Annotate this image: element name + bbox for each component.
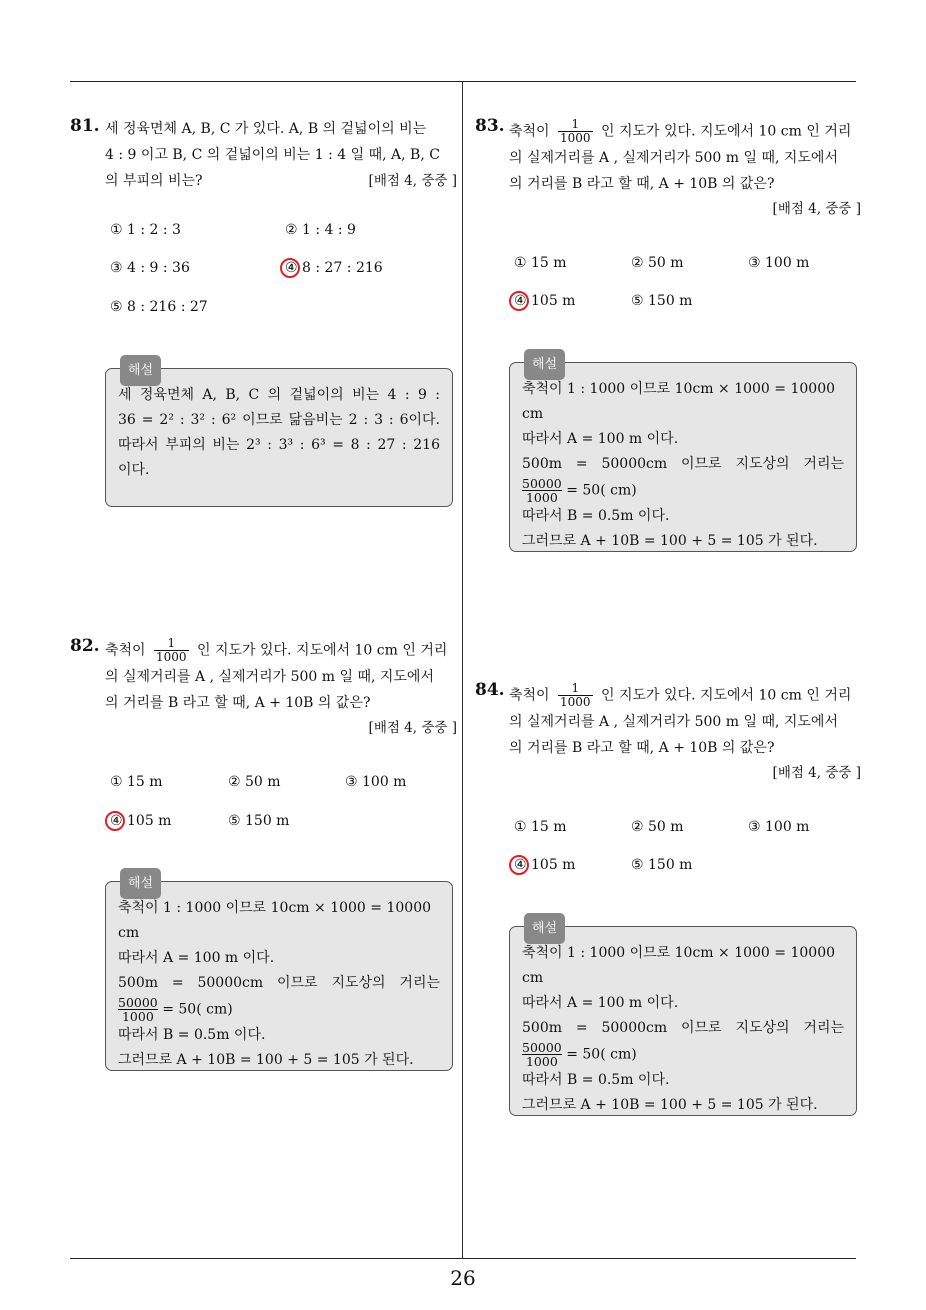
problem-stem — [509, 118, 861, 221]
frac-num: 1 — [571, 681, 580, 695]
answer-mark-circle — [509, 855, 529, 875]
frac-num: 50000 — [522, 1040, 562, 1055]
choice-1[interactable]: ① 15 m — [514, 255, 567, 271]
solution-line: 축척이 1 : 1000 이므로 10cm × 1000 = 10000 cm — [118, 900, 432, 941]
solution-line: 그러므로 A + 10B = 100 + 5 = 105 가 된다. — [522, 1097, 818, 1113]
problem-stem — [105, 116, 457, 194]
problem-stem — [105, 637, 457, 740]
fraction — [558, 682, 593, 709]
choice-3[interactable]: ③ 100 m — [748, 819, 810, 835]
fraction — [522, 477, 562, 504]
stem-text: 인 지도가 있다. 지도에서 10 cm 인 거리 — [197, 642, 448, 659]
page-number: 26 — [450, 1266, 476, 1290]
solution-line: 세 정육면체 A, B, C 의 겉넓이의 비는 4 : 9 : — [118, 387, 440, 403]
stem-text: 인 지도가 있다. 지도에서 10 cm 인 거리 — [601, 123, 852, 140]
solution-text: = 50( cm) — [566, 1046, 637, 1063]
solution-tag: 해설 — [524, 349, 565, 380]
choice-4[interactable] — [285, 260, 383, 276]
stem-text: 축척이 — [509, 687, 550, 704]
fraction — [154, 637, 189, 664]
answer-mark-circle — [280, 258, 300, 278]
choice-label: ④ 105 m — [514, 293, 576, 309]
solution-line: 따라서 A = 100 m 이다. — [522, 995, 679, 1011]
fraction — [522, 1041, 562, 1068]
choice-1[interactable]: ① 1 : 2 : 3 — [110, 222, 181, 238]
column-divider — [462, 81, 463, 1259]
solution-box — [509, 357, 857, 552]
problem-number: 81. — [70, 116, 100, 136]
frac-num: 1 — [167, 636, 176, 650]
choice-label: ④ 8 : 27 : 216 — [285, 260, 383, 276]
frac-num: 50000 — [118, 995, 158, 1010]
frac-den: 1000 — [560, 131, 591, 145]
frac-den: 1000 — [560, 695, 591, 709]
bottom-rule — [70, 1258, 856, 1259]
choice-label: ④ 105 m — [110, 813, 172, 829]
choice-5[interactable]: ⑤ 150 m — [631, 857, 693, 873]
stem-line: 의 거리를 B 라고 할 때, A + 10B 의 값은? — [509, 176, 775, 192]
frac-num: 1 — [571, 117, 580, 131]
solution-line: 이다. — [118, 462, 150, 478]
stem-line: 의 실제거리를 A , 실제거리가 500 m 일 때, 지도에서 — [509, 714, 838, 730]
stem-line: 4 : 9 이고 B, C 의 겉넓이의 비는 1 : 4 일 때, A, B, C — [105, 147, 440, 163]
fraction — [558, 118, 593, 145]
choice-1[interactable]: ① 15 m — [514, 819, 567, 835]
answer-mark-circle — [509, 291, 529, 311]
stem-line: 의 실제거리를 A , 실제거리가 500 m 일 때, 지도에서 — [105, 669, 434, 685]
solution-box — [509, 921, 857, 1116]
choice-4[interactable] — [110, 813, 171, 829]
choice-2[interactable]: ② 50 m — [631, 255, 684, 271]
stem-line: 의 실제거리를 A , 실제거리가 500 m 일 때, 지도에서 — [509, 150, 838, 166]
solution-line: 따라서 A = 100 m 이다. — [522, 431, 679, 447]
frac-num: 50000 — [522, 476, 562, 491]
choice-3[interactable]: ③ 4 : 9 : 36 — [110, 260, 190, 276]
problem-stem — [509, 682, 861, 785]
solution-text: = 50( cm) — [566, 482, 637, 499]
problem-number: 83. — [475, 116, 505, 136]
solution-line: 따라서 B = 0.5m 이다. — [522, 1072, 670, 1088]
solution-line: 그러므로 A + 10B = 100 + 5 = 105 가 된다. — [118, 1052, 414, 1068]
choice-1[interactable]: ① 15 m — [110, 774, 163, 790]
solution-line: 500m = 50000cm 이므로 지도상의 거리는 — [118, 975, 440, 991]
solution-line: 36 = 2² : 3² : 6² 이므로 닮음비는 2 : 3 : 6이다. — [118, 412, 440, 428]
stem-line: 의 거리를 B 라고 할 때, A + 10B 의 값은? — [105, 695, 371, 711]
stem-line: 세 정육면체 A, B, C 가 있다. A, B 의 겉넓이의 비는 — [105, 121, 427, 137]
frac-den: 1000 — [156, 650, 187, 664]
stem-text: 축척이 — [105, 642, 146, 659]
choice-2[interactable]: ② 50 m — [631, 819, 684, 835]
choice-2[interactable]: ② 50 m — [228, 774, 281, 790]
solution-box — [105, 363, 453, 507]
top-rule — [70, 81, 856, 82]
solution-tag: 해설 — [524, 913, 565, 944]
solution-tag: 해설 — [120, 868, 161, 899]
score-meta: [배점 4, 중중 ] — [772, 765, 861, 781]
choice-5[interactable]: ⑤ 150 m — [228, 813, 290, 829]
score-meta: [배점 4, 중중 ] — [772, 201, 861, 217]
frac-den: 1000 — [522, 1054, 562, 1068]
problem-number: 82. — [70, 636, 100, 656]
solution-line: 따라서 B = 0.5m 이다. — [118, 1027, 266, 1043]
choice-3[interactable]: ③ 100 m — [345, 774, 407, 790]
stem-text: 인 지도가 있다. 지도에서 10 cm 인 거리 — [601, 687, 852, 704]
solution-line: 따라서 부피의 비는 2³ : 3³ : 6³ = 8 : 27 : 216 — [118, 437, 440, 453]
solution-line: 따라서 B = 0.5m 이다. — [522, 508, 670, 524]
frac-den: 1000 — [522, 490, 562, 504]
solution-line: 500m = 50000cm 이므로 지도상의 거리는 — [522, 456, 844, 472]
choice-2[interactable]: ② 1 : 4 : 9 — [285, 222, 356, 238]
solution-tag: 해설 — [120, 355, 161, 386]
solution-box — [105, 876, 453, 1071]
choice-5[interactable]: ⑤ 8 : 216 : 27 — [110, 299, 208, 315]
solution-line: 축척이 1 : 1000 이므로 10cm × 1000 = 10000 cm — [522, 381, 836, 422]
choice-4[interactable] — [514, 293, 575, 309]
solution-line: 축척이 1 : 1000 이므로 10cm × 1000 = 10000 cm — [522, 945, 836, 986]
answer-mark-circle — [105, 811, 125, 831]
solution-line: 따라서 A = 100 m 이다. — [118, 950, 275, 966]
fraction — [118, 996, 158, 1023]
solution-text: = 50( cm) — [162, 1001, 233, 1018]
stem-line: 의 거리를 B 라고 할 때, A + 10B 의 값은? — [509, 740, 775, 756]
score-meta: [배점 4, 중중 ] — [368, 720, 457, 736]
choice-5[interactable]: ⑤ 150 m — [631, 293, 693, 309]
frac-den: 1000 — [118, 1009, 158, 1023]
score-meta: [배점 4, 중중 ] — [368, 173, 457, 189]
problem-number: 84. — [475, 680, 505, 700]
stem-line: 의 부피의 비는? — [105, 173, 203, 189]
solution-line: 500m = 50000cm 이므로 지도상의 거리는 — [522, 1020, 844, 1036]
choice-label: ④ 105 m — [514, 857, 576, 873]
choice-4[interactable] — [514, 857, 575, 873]
solution-line: 그러므로 A + 10B = 100 + 5 = 105 가 된다. — [522, 533, 818, 549]
choice-3[interactable]: ③ 100 m — [748, 255, 810, 271]
stem-text: 축척이 — [509, 123, 550, 140]
